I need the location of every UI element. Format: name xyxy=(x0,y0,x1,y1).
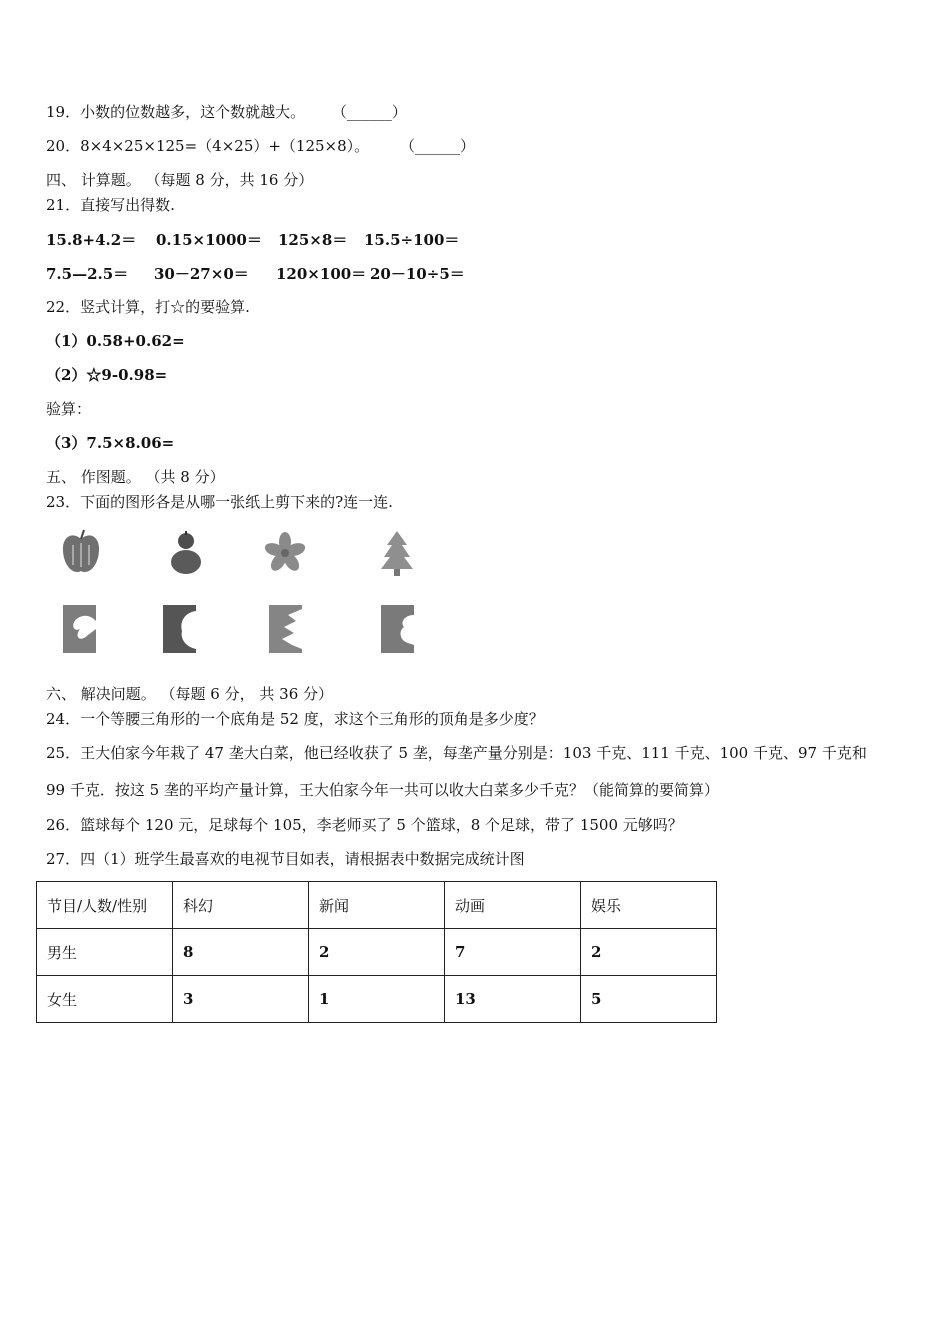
table-header-row xyxy=(37,882,717,929)
section-4-heading: 四、 计算题。 （每题 8 分，共 16 分） xyxy=(46,171,314,189)
table-cell: 1 xyxy=(309,976,445,1023)
question-20 xyxy=(46,136,475,156)
question-22: 22．竖式计算，打☆的要验算. xyxy=(46,298,250,316)
question-20-text: 20．8×4×25×125=（4×25）+（125×8）。 xyxy=(46,137,370,155)
cut-paper-4-icon[interactable] xyxy=(378,603,418,655)
calc-item: 7.5—2.5＝ xyxy=(46,265,129,283)
table-cell: 7 xyxy=(445,929,581,976)
table-cell: 3 xyxy=(173,976,309,1023)
calc-item: 0.15×1000＝ xyxy=(156,231,262,249)
table-header-cell: 动画 xyxy=(445,882,581,929)
question-26: 26．篮球每个 120 元，足球每个 105，李老师买了 5 个篮球，8 个足球，带了 1500 元够吗？ xyxy=(46,816,683,834)
table-header-cell: 节目/人数/性别 xyxy=(37,882,173,929)
check-label: 验算： xyxy=(46,400,92,418)
table-header-cell: 科幻 xyxy=(173,882,309,929)
answer-blank-20[interactable]: （______） xyxy=(399,137,475,155)
question-22-3: （3）7.5×8.06= xyxy=(46,434,175,452)
question-25-line-2: 99 千克．按这 5 垄的平均产量计算，王大伯家今年一共可以收大白菜多少千克？（能简算的要简算） xyxy=(46,781,719,799)
table-header-cell: 新闻 xyxy=(309,882,445,929)
table-cell: 女生 xyxy=(37,976,173,1023)
cut-paper-2-icon[interactable] xyxy=(160,603,200,655)
question-22-2: （2）☆9-0.98= xyxy=(46,366,168,384)
apple-icon[interactable] xyxy=(58,527,104,579)
section-5-heading: 五、 作图题。 （共 8 分） xyxy=(46,468,225,486)
calc-item: 30－27×0＝ xyxy=(154,265,249,283)
tree-icon[interactable] xyxy=(374,527,420,579)
question-19 xyxy=(46,102,407,122)
question-27: 27．四（1）班学生最喜欢的电视节目如表，请根据表中数据完成统计图 xyxy=(46,850,525,868)
question-22-1: （1）0.58+0.62= xyxy=(46,332,185,350)
gourd-icon[interactable] xyxy=(163,527,209,579)
calc-item: 15.8+4.2＝ xyxy=(46,231,137,249)
table-cell: 13 xyxy=(445,976,581,1023)
section-6-heading: 六、 解决问题。 （每题 6 分， 共 36 分） xyxy=(46,685,334,703)
cut-paper-3-icon[interactable] xyxy=(266,603,306,655)
calc-item: 125×8＝ xyxy=(278,231,348,249)
answer-blank-19[interactable]: （______） xyxy=(331,103,407,121)
table-row xyxy=(37,929,717,976)
question-21: 21．直接写出得数. xyxy=(46,196,175,214)
question-19-text: 19．小数的位数越多，这个数就越大。 xyxy=(46,103,306,121)
flower-icon[interactable] xyxy=(262,527,308,579)
table-header-cell: 娱乐 xyxy=(581,882,717,929)
calc-item: 15.5÷100＝ xyxy=(364,231,460,249)
calc-item: 20－10÷5＝ xyxy=(370,265,465,283)
cut-paper-1-icon[interactable] xyxy=(60,603,100,655)
table-cell: 2 xyxy=(581,929,717,976)
table-cell: 8 xyxy=(173,929,309,976)
question-25-line-1: 25．王大伯家今年栽了 47 垄大白菜，他已经收获了 5 垄，每垄产量分别是：103 千克、111 千克、100 千克、97 千克和 xyxy=(46,744,867,762)
question-23: 23．下面的图形各是从哪一张纸上剪下来的?连一连. xyxy=(46,493,393,511)
table-cell: 5 xyxy=(581,976,717,1023)
table-row xyxy=(37,976,717,1023)
table-cell: 男生 xyxy=(37,929,173,976)
calc-item: 120×100＝ xyxy=(276,265,367,283)
table-cell: 2 xyxy=(309,929,445,976)
question-24: 24．一个等腰三角形的一个底角是 52 度，求这个三角形的顶角是多少度？ xyxy=(46,710,544,728)
tv-program-table xyxy=(36,881,717,1023)
